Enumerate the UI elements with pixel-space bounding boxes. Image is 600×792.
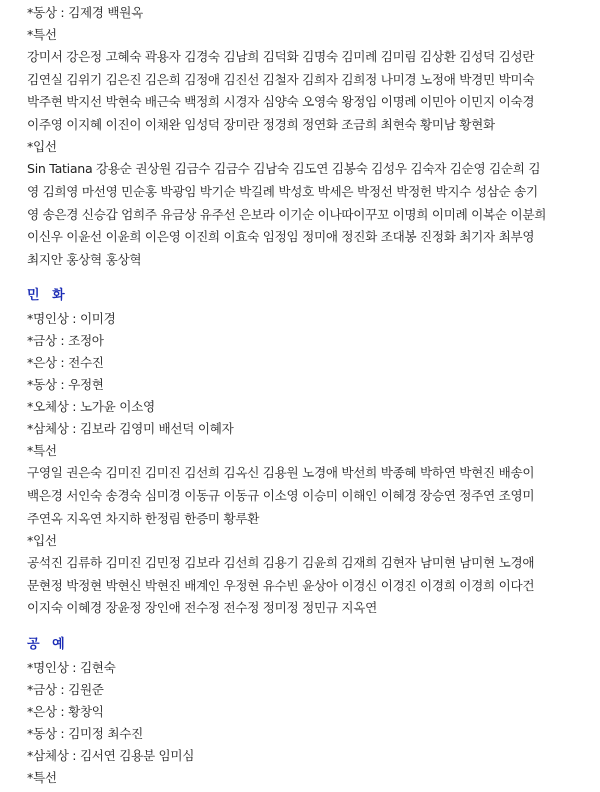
minhwa-special-label: *특선: [27, 443, 57, 459]
minhwa-entry-names: 공석진 김류하 김미진 김민정 김보라 김선희 김용기 김윤희 김재희 김현자 남미현 남미현 노경애 문현정 박정현 박현신 박현진 배계인 우정현 유수빈 윤상아 이경신 이경진 이경희 이경희 이다건 이지숙 이혜경 장윤정 장인애 전수정 전수정 정미정 정민규 지옥연: [27, 555, 535, 616]
minhwa-grand-master-award: *명인상 : 이미경: [27, 311, 116, 327]
gongye-three-body-award: *삼체상 : 김서연 김용분 임미심: [27, 747, 195, 763]
section-title-gongye: 공 예: [27, 636, 69, 652]
minhwa-silver-award: *은상 : 전수진: [27, 355, 104, 371]
top-entry-label: *입선: [27, 139, 57, 155]
gongye-gold-award: *금상 : 김원준: [27, 681, 104, 697]
top-special-label: *특선: [27, 27, 57, 42]
top-entry-names: Sin Tatiana 강용순 권상원 김금수 김금수 김남숙 김도연 김봉숙 김성우 김숙자 김순영 김순희 김 영 김희영 마선영 민순홍 박광임 박기순 박길례 박성호 박세은 박정선 박정헌 박지수 성삼순 송기영 송은경 신승갑 엄희주 유금상 유주선 은보라 이기순 이나따이꾸꼬 이명희 이미례 이복순 이분희 이신우 이윤선 이윤희 이은영 이진희 이효숙 임정임 정미애 정진화 조대봉 진정화 최기자 최부영 최지안 홍상혁 홍상혁: [27, 161, 547, 267]
section-title-minhwa: 민 화: [27, 288, 69, 304]
minhwa-five-body-award: *오체상 : 노가윤 이소영: [27, 399, 155, 415]
gongye-silver-award: *은상 : 황창익: [27, 703, 104, 719]
minhwa-bronze-award: *동상 : 우정현: [27, 377, 104, 393]
gongye-bronze-award: *동상 : 김미정 최수진: [27, 725, 143, 741]
top-bronze-award: *동상 : 김제경 백원옥: [27, 5, 143, 20]
gongye-grand-master-award: *명인상 : 김현숙: [27, 659, 116, 675]
minhwa-entry-label: *입선: [27, 533, 57, 549]
minhwa-special-names: 구영일 권은숙 김미진 김미진 김선희 김옥신 김용원 노경애 박선희 박종혜 박하연 박현진 배송이 백은경 서인숙 송경숙 심미경 이동규 이동규 이소영 이승미 이해인 이혜경 장승연 정주연 조영미 주연옥 지옥연 차지하 한정림 한증미 황루환: [27, 465, 535, 526]
gongye-special-label: *특선: [27, 769, 57, 785]
minhwa-three-body-award: *삼체상 : 김보라 김영미 배선덕 이혜자: [27, 421, 234, 437]
top-special-names: 강미서 강은정 고혜숙 곽용자 김경숙 김남희 김덕화 김명숙 김미례 김미림 김상환 김성덕 김성란 김연실 김위기 김은진 김은희 김정애 김진선 김철자 김희자 김희정 나미경 노정애 박경민 박미숙 박주현 박지선 박현숙 배근숙 백정희 시경자 심양숙 오영숙 왕정임 이명례 이민아 이민지 이숙경 이주영 이지혜 이진이 이채완 임성덕 장미란 정경희 정연화 조금희 최현숙 황미남 황현화: [27, 49, 535, 132]
minhwa-gold-award: *금상 : 조정아: [27, 333, 104, 349]
